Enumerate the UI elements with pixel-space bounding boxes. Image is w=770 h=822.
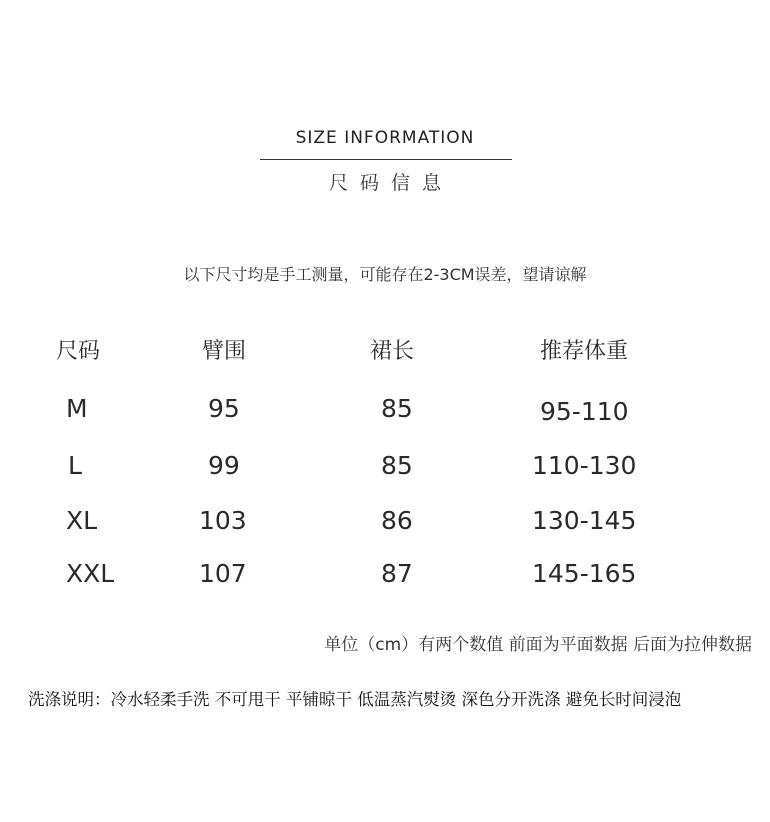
- table-cell-arm: 103: [199, 506, 247, 535]
- measurement-note: 以下尺寸均是手工测量，可能存在2-3CM误差，望请谅解: [183, 265, 587, 284]
- table-cell-length: 85: [381, 451, 413, 480]
- table-cell-weight: 145-165: [532, 559, 637, 588]
- table-cell-size: L: [68, 451, 82, 480]
- table-cell-length: 85: [381, 394, 413, 423]
- table-cell-size: XXL: [66, 559, 115, 588]
- table-cell-length: 86: [381, 506, 413, 535]
- table-header-arm: 臂围: [202, 339, 247, 364]
- table-cell-weight: 95-110: [540, 397, 629, 426]
- table-header-size: 尺码: [56, 339, 101, 364]
- unit-note: 单位（cm）有两个数值 前面为平面数据 后面为拉伸数据: [324, 635, 752, 655]
- table-cell-length: 87: [381, 559, 413, 588]
- table-header-length: 裙长: [370, 339, 415, 364]
- wash-instructions: 洗涤说明：冷水轻柔手洗 不可甩干 平铺晾干 低温蒸汽熨烫 深色分开洗涤 避免长时间浸泡: [28, 690, 682, 709]
- table-cell-arm: 95: [208, 394, 240, 423]
- table-cell-weight: 130-145: [532, 506, 637, 535]
- size-information-title-cn: 尺码信息: [328, 172, 453, 194]
- table-cell-size: M: [66, 394, 88, 423]
- size-information-title: SIZE INFORMATION: [295, 128, 475, 148]
- table-cell-arm: 99: [208, 451, 240, 480]
- table-cell-weight: 110-130: [532, 451, 637, 480]
- table-cell-size: XL: [66, 506, 98, 535]
- table-cell-arm: 107: [199, 559, 247, 588]
- title-divider: [260, 159, 512, 160]
- table-header-weight: 推荐体重: [540, 339, 629, 364]
